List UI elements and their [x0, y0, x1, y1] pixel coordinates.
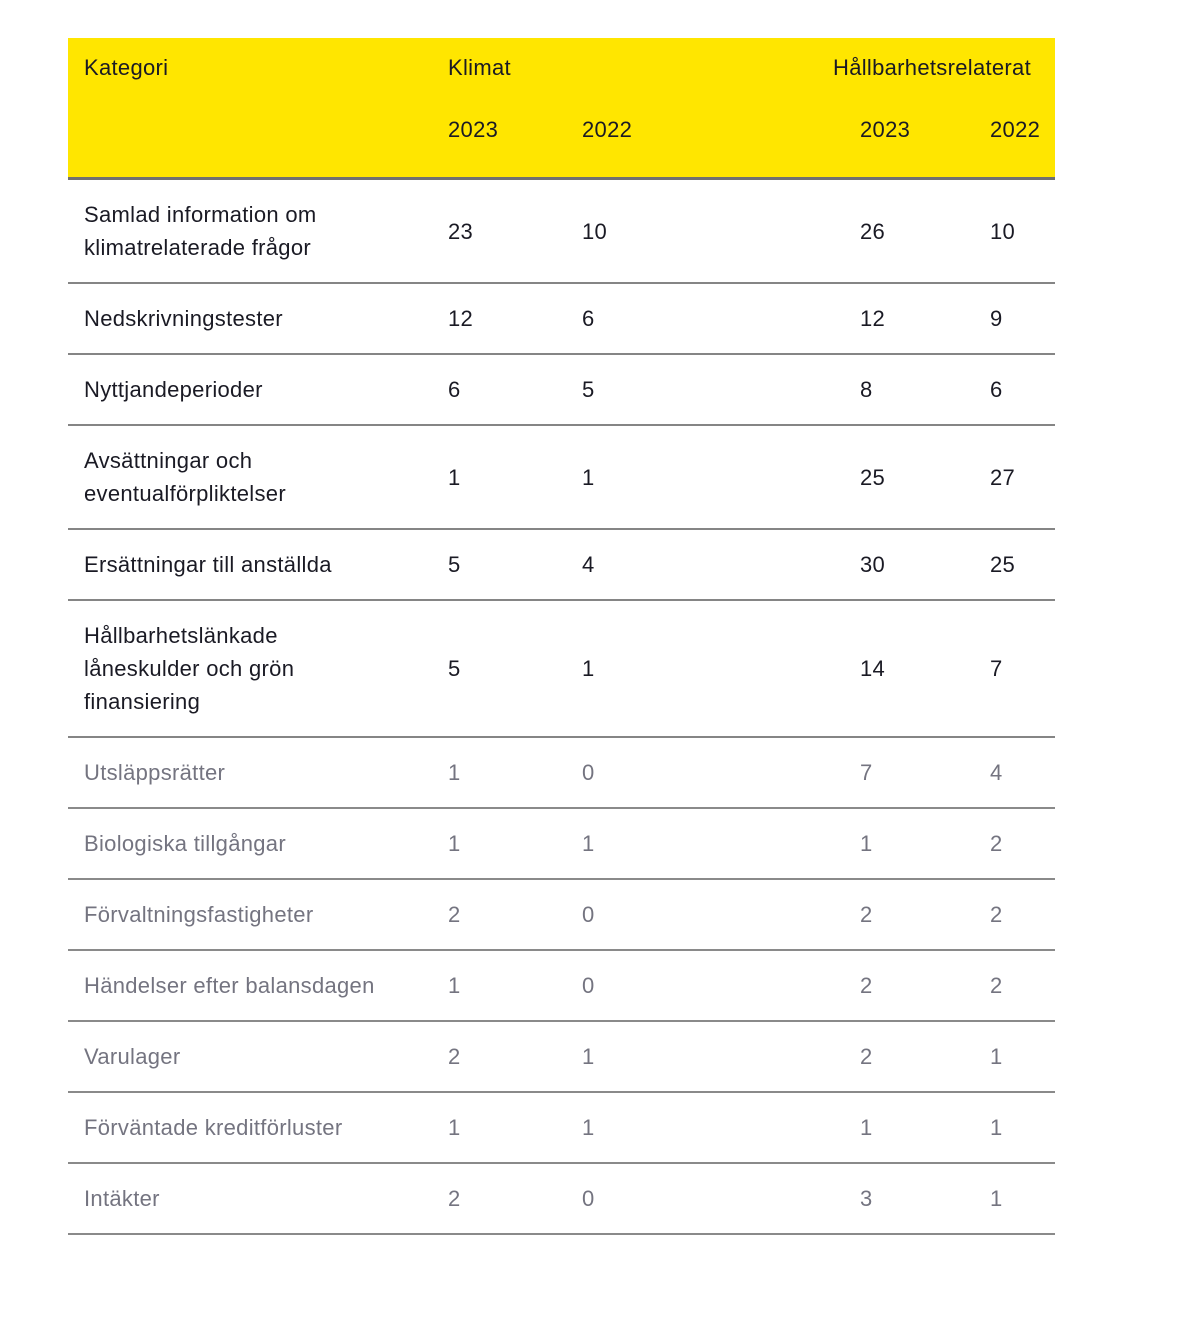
table-row — [68, 284, 1055, 355]
table-row — [68, 1022, 1055, 1093]
value-cell-climate-2023: 5 — [448, 552, 461, 577]
value-cell-sustainability-2023: 2 — [860, 973, 873, 998]
category-cell: Varulager — [84, 1044, 181, 1069]
table-row — [68, 809, 1055, 880]
category-cell: Utsläppsrätter — [84, 760, 226, 785]
value-cell-sustainability-2022: 1 — [990, 1186, 1003, 1211]
table-row — [68, 601, 1055, 738]
value-cell-sustainability-2022: 25 — [990, 552, 1016, 577]
table-header — [68, 38, 1055, 180]
year-header-climate-2022: 2022 — [582, 117, 633, 142]
value-cell-climate-2022: 5 — [582, 377, 595, 402]
value-cell-climate-2023: 1 — [448, 464, 461, 490]
value-cell-sustainability-2022: 10 — [990, 218, 1016, 244]
value-cell-sustainability-2023: 3 — [860, 1186, 873, 1211]
value-cell-climate-2023: 2 — [448, 1044, 461, 1069]
value-cell-climate-2023: 12 — [448, 306, 474, 331]
value-cell-sustainability-2023: 1 — [860, 1115, 873, 1140]
table-row — [68, 738, 1055, 809]
value-cell-sustainability-2023: 2 — [860, 902, 873, 927]
value-cell-sustainability-2023: 8 — [860, 377, 873, 402]
category-cell: Nyttjandeperioder — [84, 377, 263, 402]
value-cell-sustainability-2022: 9 — [990, 306, 1003, 331]
table-body — [68, 180, 1055, 1235]
value-cell-climate-2022: 0 — [582, 1186, 595, 1211]
year-header-sustainability-2023: 2023 — [860, 117, 911, 142]
value-cell-climate-2022: 10 — [582, 218, 608, 244]
table-row — [68, 426, 1055, 530]
value-cell-sustainability-2023: 30 — [860, 552, 886, 577]
climate-sustainability-table — [68, 38, 1055, 1235]
category-cell: Avsättningar och eventualförpliktelser — [84, 448, 286, 506]
value-cell-sustainability-2022: 4 — [990, 760, 1003, 785]
value-cell-sustainability-2023: 25 — [860, 464, 886, 490]
value-cell-sustainability-2023: 14 — [860, 656, 886, 681]
value-cell-sustainability-2022: 2 — [990, 902, 1003, 927]
value-cell-climate-2022: 0 — [582, 973, 595, 998]
value-cell-climate-2022: 6 — [582, 306, 595, 331]
year-header-sustainability-2022: 2022 — [990, 117, 1041, 142]
category-cell: Nedskrivningstester — [84, 306, 283, 331]
value-cell-climate-2023: 5 — [448, 656, 461, 681]
value-cell-sustainability-2023: 1 — [860, 831, 873, 856]
column-header-category: Kategori — [84, 55, 169, 80]
value-cell-climate-2022: 1 — [582, 656, 595, 681]
value-cell-sustainability-2022: 1 — [990, 1044, 1003, 1069]
value-cell-climate-2023: 1 — [448, 973, 461, 998]
category-cell: Hållbarhetslänkade låneskulder och grön finansiering — [84, 623, 295, 714]
category-cell: Händelser efter balansdagen — [84, 973, 375, 998]
value-cell-climate-2023: 2 — [448, 1186, 461, 1211]
year-header-climate-2023: 2023 — [448, 117, 499, 142]
value-cell-sustainability-2023: 12 — [860, 306, 886, 331]
value-cell-sustainability-2022: 6 — [990, 377, 1003, 402]
category-cell: Biologiska tillgångar — [84, 831, 286, 856]
value-cell-climate-2022: 1 — [582, 464, 595, 490]
value-cell-sustainability-2023: 2 — [860, 1044, 873, 1069]
category-cell: Ersättningar till anställda — [84, 552, 332, 577]
table-row — [68, 951, 1055, 1022]
value-cell-climate-2023: 1 — [448, 831, 461, 856]
value-cell-climate-2022: 1 — [582, 1115, 595, 1140]
value-cell-climate-2023: 1 — [448, 760, 461, 785]
value-cell-climate-2022: 0 — [582, 760, 595, 785]
value-cell-climate-2023: 2 — [448, 902, 461, 927]
value-cell-sustainability-2023: 26 — [860, 218, 886, 244]
column-group-sustainability: Hållbarhetsrelaterat — [833, 55, 1031, 80]
table-row — [68, 880, 1055, 951]
value-cell-climate-2022: 4 — [582, 552, 595, 577]
header-group-row — [84, 55, 1055, 81]
value-cell-sustainability-2022: 27 — [990, 464, 1016, 490]
value-cell-climate-2023: 1 — [448, 1115, 461, 1140]
value-cell-sustainability-2022: 1 — [990, 1115, 1003, 1140]
value-cell-climate-2022: 1 — [582, 1044, 595, 1069]
table-row — [68, 355, 1055, 426]
value-cell-climate-2023: 23 — [448, 218, 474, 244]
table-row — [68, 1164, 1055, 1235]
value-cell-climate-2022: 0 — [582, 902, 595, 927]
category-cell: Förväntade kreditförluster — [84, 1115, 343, 1140]
value-cell-sustainability-2022: 2 — [990, 973, 1003, 998]
category-cell: Intäkter — [84, 1186, 160, 1211]
value-cell-sustainability-2022: 7 — [990, 656, 1003, 681]
value-cell-sustainability-2023: 7 — [860, 760, 873, 785]
value-cell-sustainability-2022: 2 — [990, 831, 1003, 856]
table-row — [68, 530, 1055, 601]
column-group-climate: Klimat — [448, 55, 511, 80]
value-cell-climate-2023: 6 — [448, 377, 461, 402]
category-cell: Förvaltningsfastigheter — [84, 902, 314, 927]
value-cell-climate-2022: 1 — [582, 831, 595, 856]
table-row — [68, 180, 1055, 284]
table-row — [68, 1093, 1055, 1164]
category-cell: Samlad information om klimatrelaterade frågor — [84, 202, 317, 260]
header-years-row — [84, 117, 1055, 143]
